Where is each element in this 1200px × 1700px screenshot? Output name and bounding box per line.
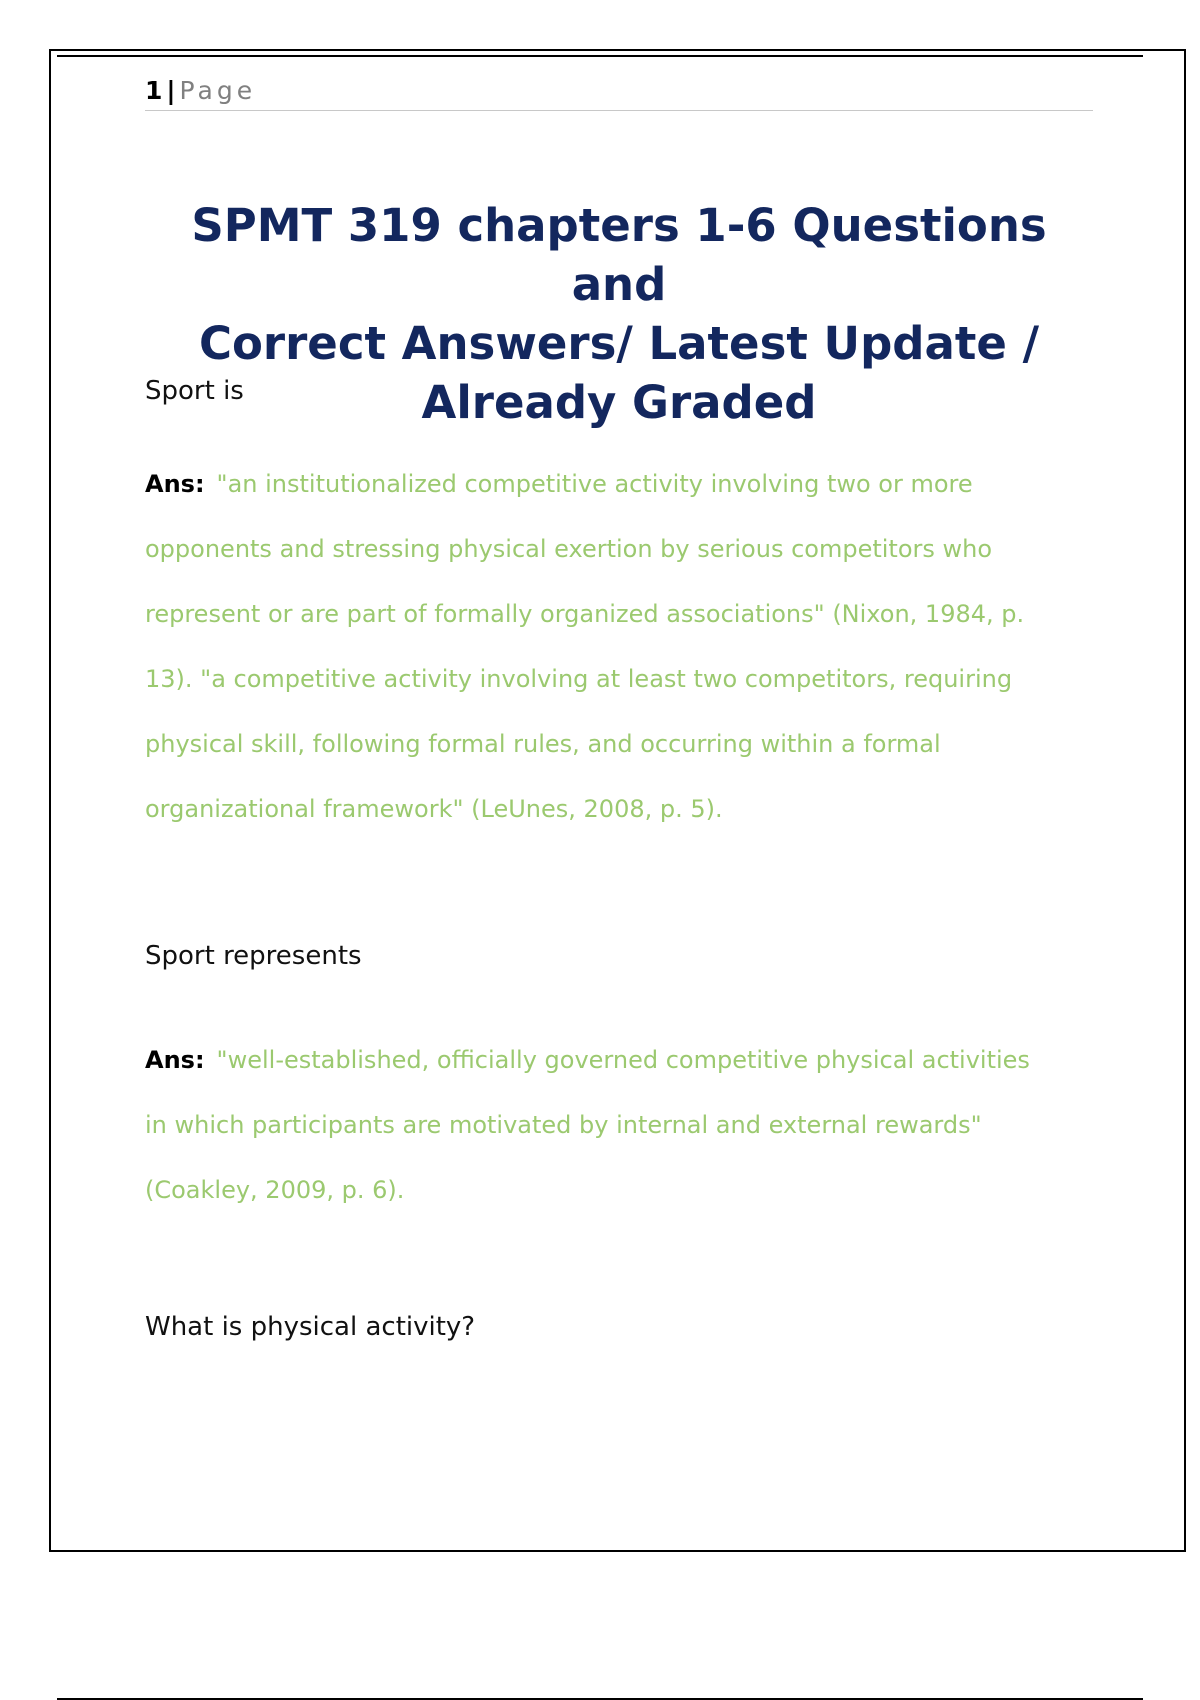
qa-block <box>145 939 1093 1223</box>
page-header <box>145 74 1093 111</box>
answer-line: in which participants are motivated by internal and external rewards" <box>145 1111 982 1139</box>
answer-line <box>145 1028 1093 1093</box>
question-text: Sport is <box>145 376 244 406</box>
answer-line: (Coakley, 2009, p. 6). <box>145 1176 405 1204</box>
page-number: 1 <box>145 76 163 105</box>
title-line: Already Graded <box>421 376 817 429</box>
qa-block <box>145 374 1093 842</box>
answer-text: "an institutionalized competitive activity involving two or more <box>216 470 973 498</box>
title-line: Correct Answers/ Latest Update / <box>198 317 1039 370</box>
title-line: SPMT 319 chapters 1-6 Questions and <box>191 199 1047 311</box>
page-separator: | <box>166 76 176 105</box>
answer-label: Ans: <box>145 1046 205 1074</box>
answer-line <box>145 452 1093 517</box>
answer-label: Ans: <box>145 470 205 498</box>
answer-line: opponents and stressing physical exertion by serious competitors who <box>145 535 993 563</box>
page-word: Page <box>179 76 257 105</box>
answer-line: represent or are part of formally organized associations" (Nixon, 1984, p. <box>145 600 1025 628</box>
answer-line: organizational framework" (LeUnes, 2008, p. 5). <box>145 795 723 823</box>
qa-block <box>145 1310 1093 1344</box>
top-rule <box>57 55 1143 57</box>
answer-line: physical skill, following formal rules, and occurring within a formal <box>145 730 941 758</box>
answer-text: "well-established, officially governed competitive physical activities <box>216 1046 1030 1074</box>
question-text: What is physical activity? <box>145 1312 476 1342</box>
question-text: Sport represents <box>145 941 362 971</box>
answer-line: 13). "a competitive activity involving at least two competitors, requiring <box>145 665 1013 693</box>
